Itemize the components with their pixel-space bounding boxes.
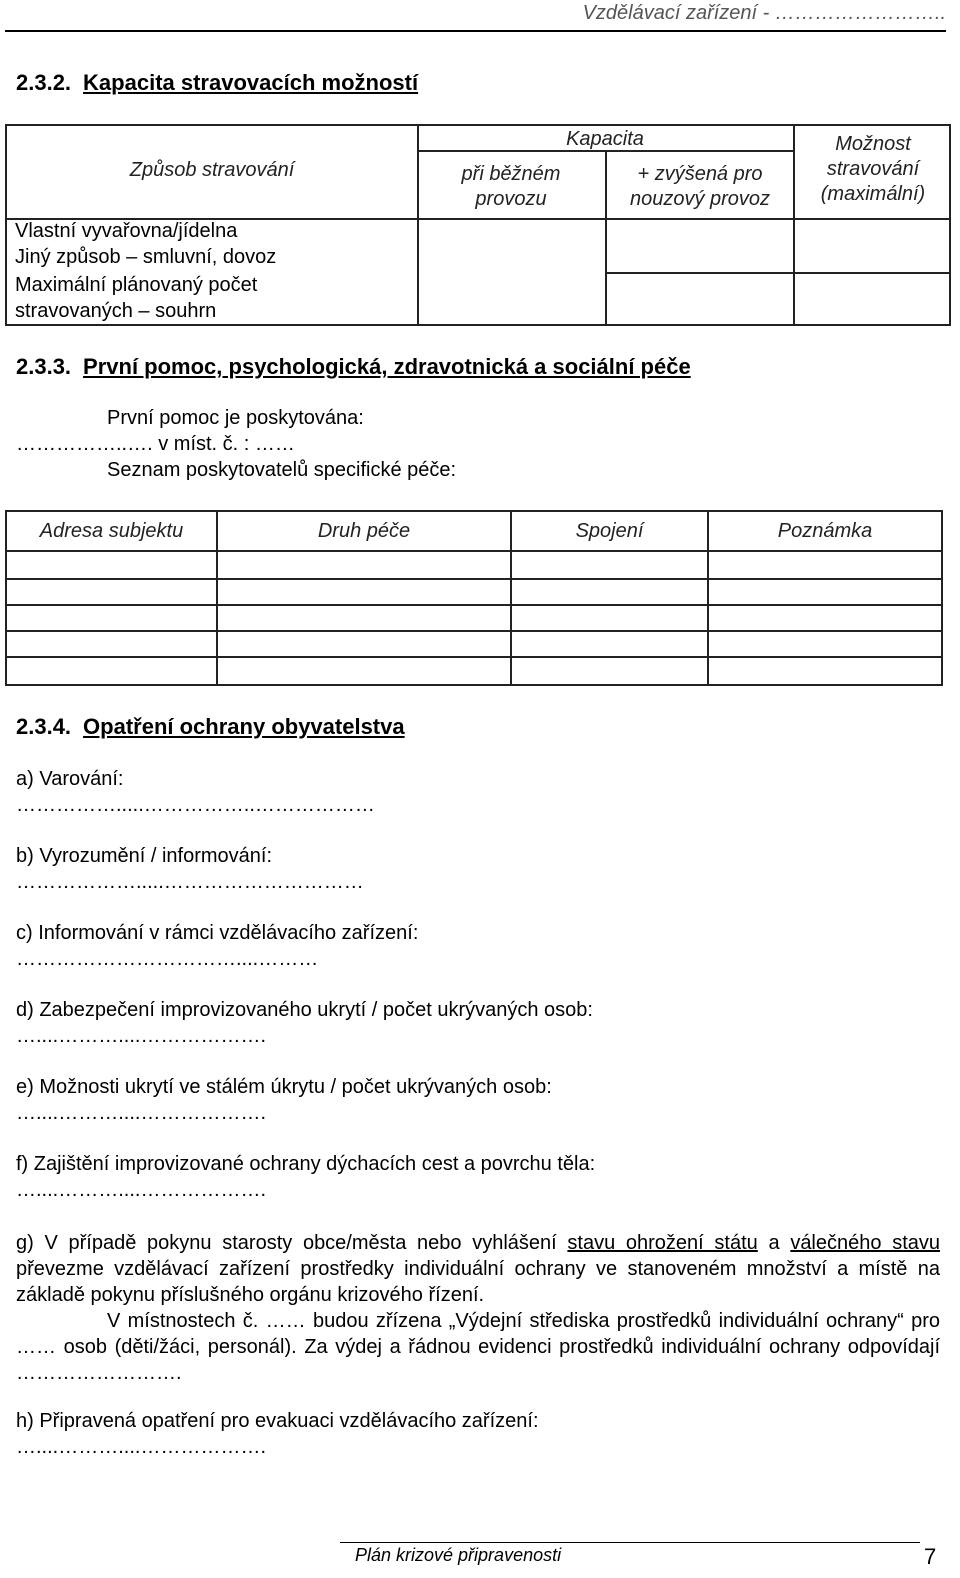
section-2-3-3-heading	[16, 354, 691, 380]
header-capacity: Kapacita	[566, 128, 644, 150]
item-improvised-shelter-value: …....………....……………….	[16, 1025, 267, 1047]
header-line: stravování	[826, 158, 920, 180]
first-aid-label: První pomoc je poskytována:	[107, 407, 364, 429]
item-evacuation-label: h) Připravená opatření pro evakuaci vzdělávacího zařízení:	[16, 1410, 539, 1432]
item-notification-value: ……………….....…………………………	[16, 871, 364, 893]
row-label: Vlastní vyvařovna/jídelna	[15, 220, 238, 242]
table-divider	[793, 272, 951, 274]
section-title: Kapacita stravovacích možností	[83, 70, 419, 95]
header-line: provozu	[475, 188, 547, 210]
text: a	[757, 1232, 791, 1254]
header-line: Možnost	[835, 133, 911, 155]
item-internal-info-value: ……………………………....………	[16, 948, 319, 970]
term-state-of-war: válečného stavu	[790, 1232, 940, 1254]
table-divider	[417, 218, 951, 220]
text: g) V případě pokynu starosty obce/města nebo vyhlášení	[16, 1232, 568, 1254]
document-header-title: Vzdělávací zařízení - ……………………..	[582, 2, 946, 24]
item-warning-value: …………….....……………..………………	[16, 794, 375, 816]
paragraph-g-part2: V místnostech č. …… budou zřízena „Výdejní střediska prostředků individuální ochrany“ pro …… osob (děti/žáci, personál). Za výdej a řádnou evidenci prostředků individuální ochrany odpovídají …………………….	[16, 1310, 940, 1384]
item-permanent-shelter-label: e) Možnosti ukrytí ve stálém úkrytu / počet ukrývaných osob:	[16, 1076, 552, 1098]
header-address: Adresa subjektu	[39, 520, 184, 542]
item-internal-info-label: c) Informování v rámci vzdělávacího zařízení:	[16, 922, 419, 944]
section-title: Opatření ochrany obyvatelstva	[83, 714, 405, 739]
term-state-of-danger: stavu ohrožení státu	[567, 1232, 758, 1254]
header-line: nouzový provoz	[629, 188, 771, 210]
providers-label: Seznam poskytovatelů specifické péče:	[107, 459, 457, 481]
first-aid-value: ……………..…. v míst. č. : ……	[16, 433, 295, 455]
row-label: stravovaných – souhrn	[15, 300, 217, 322]
table-divider	[7, 604, 941, 606]
section-2-3-2-heading	[16, 70, 418, 96]
item-notification-label: b) Vyrozumění / informování:	[16, 845, 273, 867]
row-label: Maximální plánovaný počet	[15, 274, 258, 296]
text: převezme vzdělávací zařízení prostředky individuální ochrany ve stanoveném množství a místě na základě pokynu příslušného orgánu krizového řízení.	[16, 1258, 940, 1306]
row-label: Jiný způsob – smluvní, dovoz	[15, 246, 277, 268]
header-contact: Spojení	[575, 520, 644, 542]
header-max-capacity	[795, 132, 951, 207]
header-normal-operation	[417, 162, 605, 212]
section-number: 2.3.2.	[16, 70, 72, 95]
header-care-type: Druh péče	[317, 520, 411, 542]
header-method: Způsob stravování	[129, 159, 295, 181]
section-number: 2.3.4.	[16, 714, 72, 739]
table-divider	[7, 630, 941, 632]
header-line: + zvýšená pro	[637, 163, 763, 185]
paragraph-g-part1	[16, 1230, 940, 1308]
table-divider	[417, 126, 419, 324]
header-line: (maximální)	[820, 183, 926, 205]
table-divider	[7, 578, 941, 580]
item-respiratory-protection-label: f) Zajištění improvizované ochrany dýchacích cest a povrchu těla:	[16, 1153, 596, 1175]
header-emergency-operation	[607, 162, 793, 212]
table-divider	[7, 656, 941, 658]
page-number: 7	[924, 1544, 937, 1569]
section-2-3-4-heading	[16, 714, 405, 740]
footer-title: Plán krizové připravenosti	[355, 1545, 562, 1565]
catering-capacity-table	[5, 124, 951, 326]
item-warning-label: a) Varování:	[16, 768, 124, 790]
section-title: První pomoc, psychologická, zdravotnická a sociální péče	[83, 354, 691, 379]
item-evacuation-value: …....………....……………….	[16, 1436, 267, 1458]
care-providers-table	[5, 510, 943, 686]
item-respiratory-protection-value: …....………....……………….	[16, 1179, 267, 1201]
table-divider	[7, 550, 941, 552]
item-permanent-shelter-value: …....………....……………….	[16, 1102, 267, 1124]
item-improvised-shelter-label: d) Zabezpečení improvizovaného ukrytí / počet ukrývaných osob:	[16, 999, 593, 1021]
footer-rule	[340, 1542, 920, 1543]
header-rule	[5, 30, 946, 32]
header-line: při běžném	[461, 163, 561, 185]
header-note: Poznámka	[777, 520, 873, 542]
section-number: 2.3.3.	[16, 354, 72, 379]
